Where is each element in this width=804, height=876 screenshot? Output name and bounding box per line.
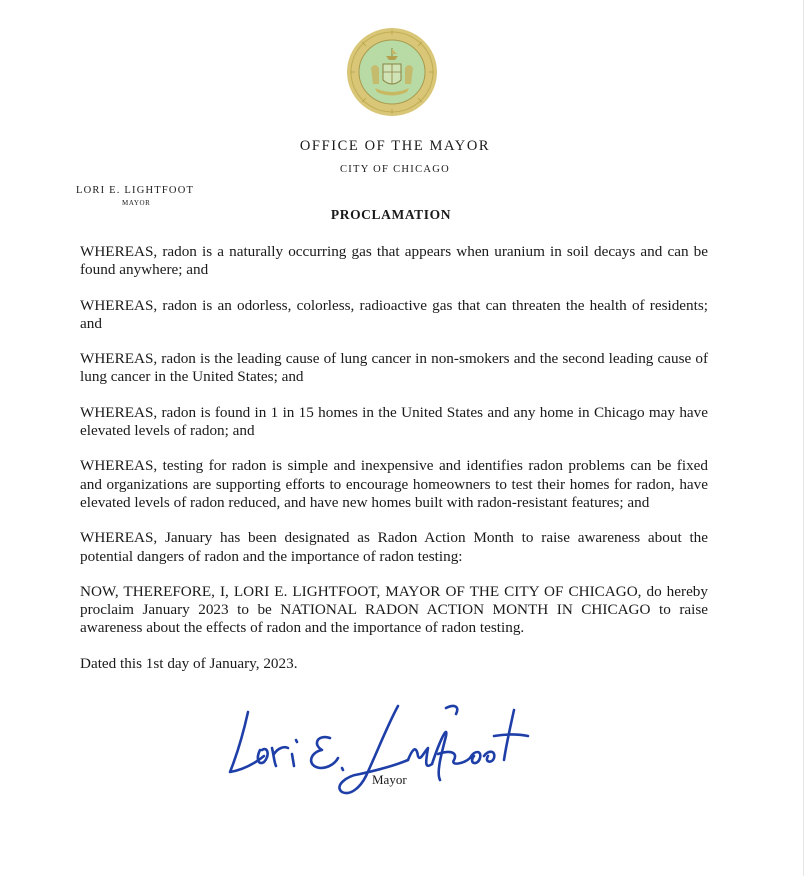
- mayor-name: LORI E. LIGHTFOOT: [76, 185, 195, 196]
- whereas-paragraph-4: WHEREAS, radon is found in 1 in 15 homes in the United States and any home in Chicago may have elevated levels of radon; and: [80, 403, 708, 440]
- office-title: OFFICE OF THE MAYOR: [299, 138, 491, 154]
- whereas-paragraph-6: WHEREAS, January has been designated as Radon Action Month to raise awareness about the potential dangers of radon and the importance of radon testing:: [80, 529, 708, 565]
- city-name: CITY OF CHICAGO: [339, 164, 451, 175]
- whereas-paragraph-3: WHEREAS, radon is the leading cause of lung cancer in non-smokers and the second leading cause of lung cancer in the United States; and: [80, 350, 708, 386]
- whereas-paragraph-2: WHEREAS, radon is an odorless, colorless, radioactive gas that can threaten the health of residents; and: [80, 296, 708, 332]
- whereas-paragraph-5: WHEREAS, testing for radon is simple and inexpensive and identifies radon problems can be fixed and organizations are supporting efforts to encourage homeowners to test their homes for radon, have elevated levels of radon reduced, and have new homes built with radon-resistant features; and: [80, 457, 708, 511]
- mayor-role: MAYOR: [122, 199, 151, 207]
- whereas-paragraph-1: WHEREAS, radon is a naturally occurring gas that appears when uranium in soil decays and can be found anywhere; and: [80, 243, 708, 279]
- proclamation-heading: PROCLAMATION: [330, 207, 452, 222]
- city-seal-icon: [345, 26, 439, 118]
- proclamation-body: [80, 243, 708, 690]
- resolution-paragraph: NOW, THEREFORE, I, LORI E. LIGHTFOOT, MAYOR OF THE CITY OF CHICAGO, do hereby proclaim January 2023 to be NATIONAL RADON ACTION MONTH IN CHICAGO to raise awareness about the effects of radon and the importance of radon testing.: [80, 582, 708, 637]
- signature-title: Mayor: [372, 772, 407, 787]
- dated-line: Dated this 1st day of January, 2023.: [80, 654, 298, 672]
